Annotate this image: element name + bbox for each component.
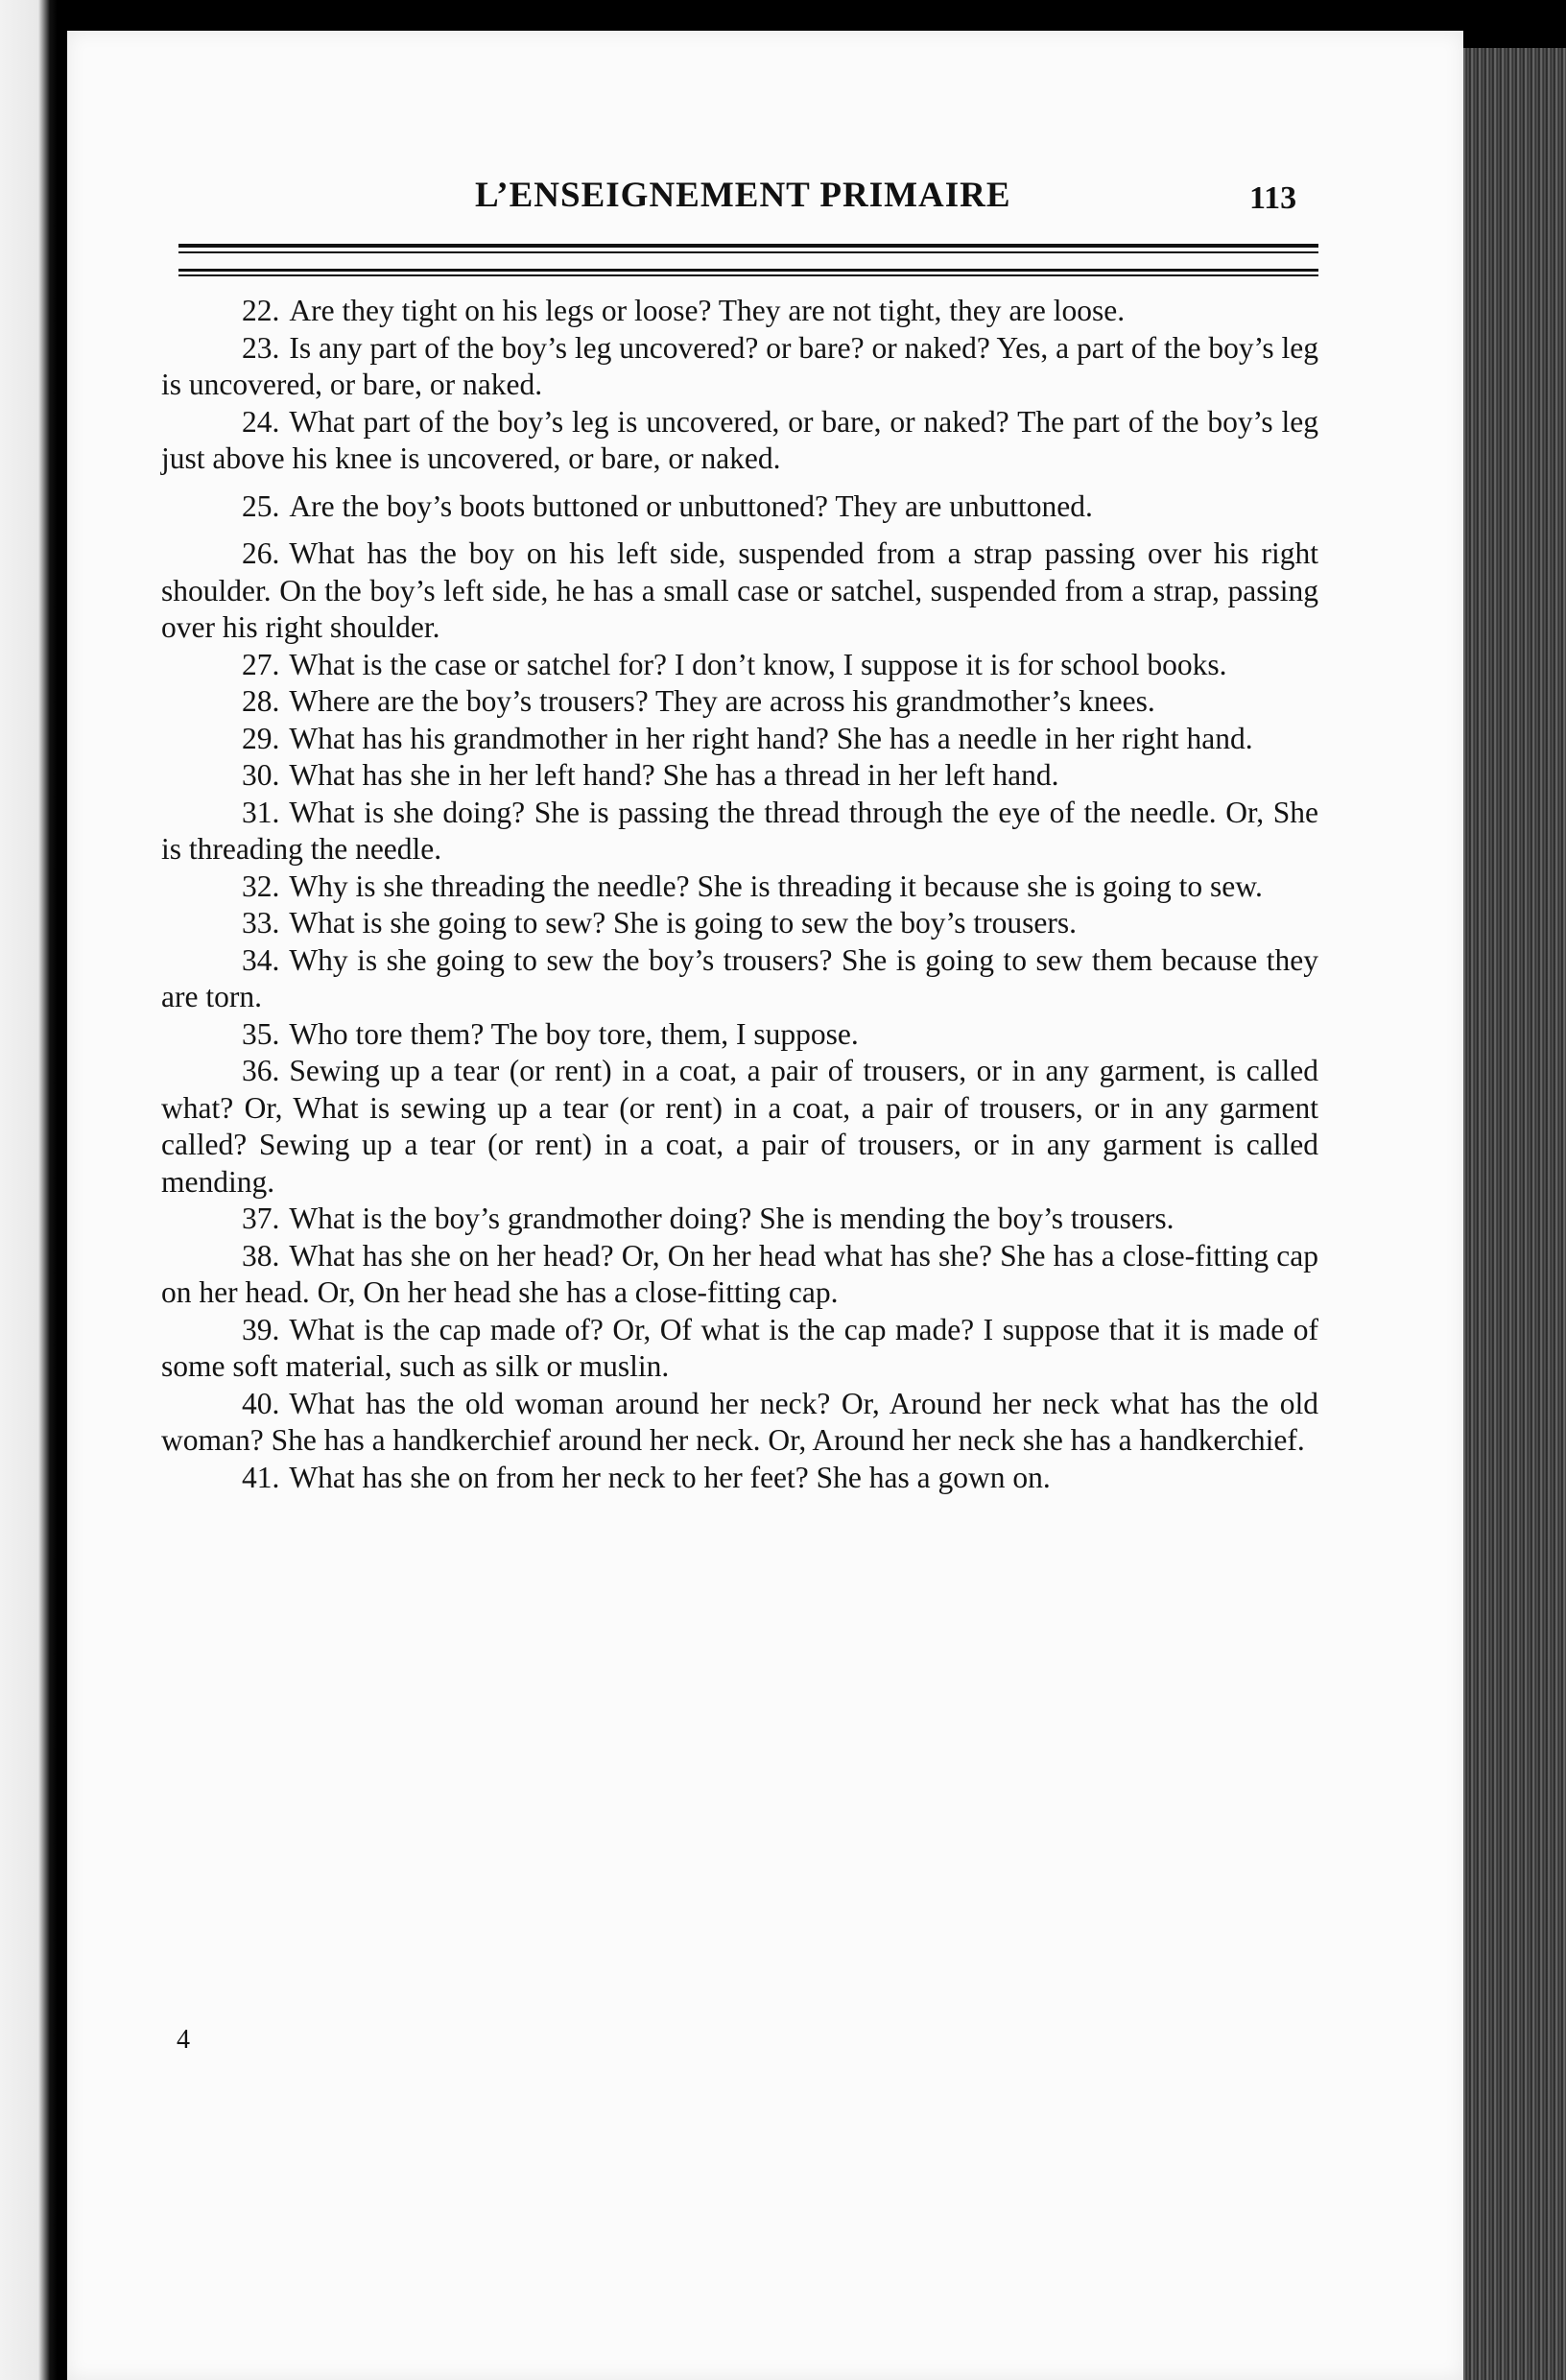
paragraph-number: 36. — [242, 1054, 280, 1087]
paragraph-number: 30. — [242, 758, 280, 792]
paragraph-33 — [161, 905, 1318, 942]
paragraph-text: What has the old woman around her neck? Or, Around her neck what has the old woman? She has a handkerchief around her neck. Or, Around her neck she has a handkerchief. — [161, 1386, 1318, 1457]
paragraph-number: 39. — [242, 1312, 280, 1346]
paragraph-text: Why is she threading the needle? She is threading it because she is going to sew. — [289, 869, 1263, 903]
paragraph-text: What part of the boy’s leg is uncovered, or bare, or naked? The part of the boy’s leg just above his knee is uncovered, or bare, or naked. — [161, 404, 1318, 475]
paragraph-number: 28. — [242, 684, 280, 718]
paragraph-number: 23. — [242, 330, 280, 365]
paragraph-30 — [161, 757, 1318, 795]
paragraph-text: Where are the boy’s trousers? They are across his grandmother’s knees. — [289, 684, 1155, 718]
paragraph-39 — [161, 1312, 1318, 1386]
paragraph-28 — [161, 683, 1318, 721]
paragraph-text: Are the boy’s boots buttoned or unbuttoned? They are unbuttoned. — [289, 488, 1093, 523]
paragraph-text: What is the cap made of? Or, Of what is the cap made? I suppose that it is made of some soft material, such as silk or muslin. — [161, 1312, 1318, 1383]
paragraph-number: 31. — [242, 795, 280, 829]
paragraph-text: Is any part of the boy’s leg uncovered? or bare? or naked? Yes, a part of the boy’s leg is uncovered, or bare, or naked. — [161, 330, 1318, 401]
book-left-edge — [0, 0, 58, 2380]
paragraph-text: Are they tight on his legs or loose? They are not tight, they are loose. — [289, 294, 1126, 327]
paragraph-number: 22. — [242, 294, 280, 327]
paragraph-text: What is the case or satchel for? I don’t know, I suppose it is for school books. — [289, 647, 1227, 681]
page-title: L’ENSEIGNEMENT PRIMAIRE — [475, 176, 1011, 215]
paragraph-text: Who tore them? The boy tore, them, I suppose. — [289, 1016, 859, 1051]
signature-mark: 4 — [177, 2025, 190, 2055]
paragraph-text: What is the boy’s grandmother doing? She is mending the boy’s trousers. — [289, 1202, 1174, 1235]
paragraph-number: 29. — [242, 721, 280, 755]
body-text — [161, 293, 1318, 1496]
paragraph-29 — [161, 721, 1318, 758]
paragraph-text: What has she on her head? Or, On her head what has she? She has a close-fitting cap on her head. Or, On her head she has a close-fitting cap. — [161, 1238, 1318, 1309]
paragraph-text: What has she on from her neck to her feet? She has a gown on. — [289, 1460, 1051, 1494]
paragraph-number: 27. — [242, 647, 280, 681]
paragraph-text: What has the boy on his left side, suspended from a strap passing over his right shoulder. On the boy’s left side, he has a small case or satchel, suspended from a strap, passing over his right shoulder. — [161, 536, 1318, 644]
paragraph-25 — [161, 488, 1318, 526]
paragraph-number: 34. — [242, 942, 280, 977]
paragraph-number: 26. — [242, 536, 280, 570]
paragraph-number: 38. — [242, 1238, 280, 1273]
header-rule — [178, 244, 1318, 248]
paragraph-text: Sewing up a tear (or rent) in a coat, a pair of trousers, or in any garment, is called what? Or, What is sewing up a tear (or rent) in a coat, a pair of trousers, or in any garment called? Sewing up a tear (or rent) in a coat, a pair of trousers, or in any garment is called mending. — [161, 1054, 1318, 1199]
paragraph-34 — [161, 942, 1318, 1016]
paragraph-number: 37. — [242, 1202, 280, 1235]
paragraph-number: 41. — [242, 1460, 280, 1494]
paragraph-number: 40. — [242, 1386, 280, 1420]
paragraph-number: 35. — [242, 1016, 280, 1051]
paragraph-35 — [161, 1016, 1318, 1054]
page-stack — [1459, 48, 1566, 2380]
paragraph-23 — [161, 330, 1318, 404]
paragraph-27 — [161, 647, 1318, 684]
paragraph-32 — [161, 869, 1318, 906]
page-number: 113 — [1249, 180, 1297, 216]
paragraph-text: What is she doing? She is passing the thread through the eye of the needle. Or, She is threading the needle. — [161, 795, 1318, 866]
paragraph-number: 32. — [242, 869, 280, 903]
paragraph-41 — [161, 1460, 1318, 1497]
header-rule — [178, 251, 1318, 253]
paragraph-text: What has she in her left hand? She has a thread in her left hand. — [289, 758, 1059, 792]
paragraph-number: 25. — [242, 488, 280, 523]
paragraph-22 — [161, 293, 1318, 330]
paragraph-text: What is she going to sew? She is going to sew the boy’s trousers. — [289, 906, 1078, 940]
paragraph-40 — [161, 1386, 1318, 1460]
paragraph-37 — [161, 1201, 1318, 1238]
paragraph-text: Why is she going to sew the boy’s trousers? She is going to sew them because they are torn. — [161, 942, 1318, 1013]
paragraph-number: 33. — [242, 906, 280, 940]
paragraph-26 — [161, 536, 1318, 647]
paragraph-38 — [161, 1238, 1318, 1312]
paragraph-36 — [161, 1053, 1318, 1201]
paragraph-text: What has his grandmother in her right hand? She has a needle in her right hand. — [289, 721, 1253, 755]
paragraph-24 — [161, 404, 1318, 478]
paragraph-31 — [161, 795, 1318, 869]
header-rule — [178, 274, 1318, 276]
running-head — [0, 142, 1566, 216]
header-rule — [178, 269, 1318, 272]
paragraph-number: 24. — [242, 404, 280, 439]
